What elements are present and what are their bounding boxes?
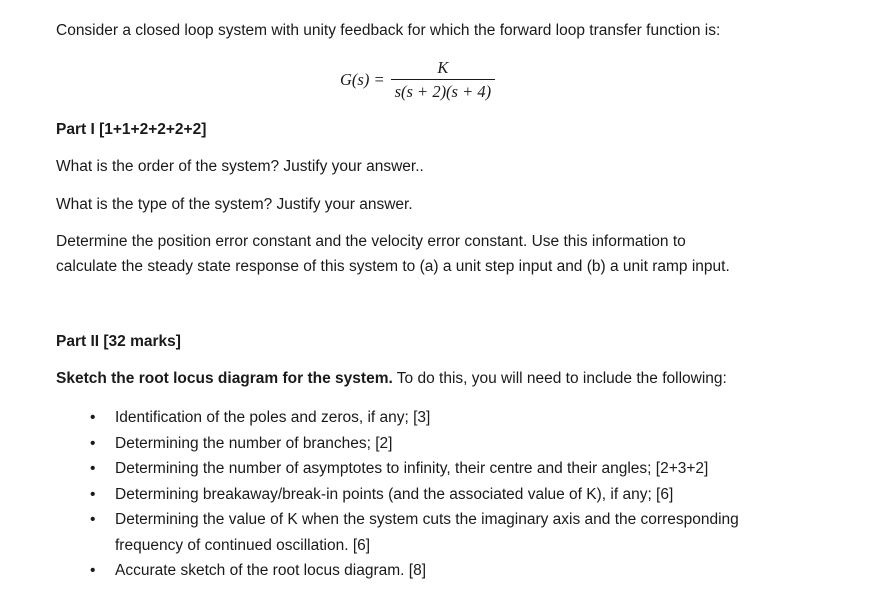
list-item-text: Accurate sketch of the root locus diagram. [8]	[115, 562, 427, 579]
list-item-text: Determining breakaway/break-in points (and the associated value of K), if any; [6]	[115, 485, 674, 503]
question-error-constants-line1: Determine the position error constant and the velocity error constant. Use this information to	[56, 233, 686, 250]
list-item	[90, 482, 739, 508]
question-type: What is the type of the system? Justify your answer.	[56, 196, 413, 213]
list-item	[90, 456, 739, 482]
list-item-text: Determining the number of asymptotes to infinity, their centre and their angles; [2+3+2]	[115, 460, 709, 477]
question-order: What is the order of the system? Justify your answer..	[56, 158, 424, 175]
equation-lhs: G(s) =	[340, 70, 385, 89]
list-item-text: Determining the value of K when the system cuts the imaginary axis and the corresponding	[115, 511, 739, 528]
bullet-icon: •	[90, 409, 96, 426]
list-item-text: Identification of the poles and zeros, if any; [3]	[115, 409, 431, 426]
list-item	[90, 507, 739, 533]
part2-heading: Part II [32 marks]	[56, 333, 181, 350]
list-item	[90, 405, 739, 431]
bullet-icon: •	[90, 434, 96, 452]
sketch-instruction-bold: Sketch the root locus diagram for the system.	[56, 370, 393, 387]
bullet-icon: •	[90, 511, 96, 528]
equation-numerator: K	[437, 58, 449, 77]
sketch-instruction	[56, 370, 727, 388]
list-item-continuation	[90, 533, 739, 559]
list-item-text: Determining the number of branches; [2]	[115, 434, 393, 452]
bullet-icon: •	[90, 460, 96, 477]
intro-text: Consider a closed loop system with unity feedback for which the forward loop transfer function is:	[56, 22, 721, 39]
list-item-text: frequency of continued oscillation. [6]	[115, 536, 371, 554]
part1-heading: Part I [1+1+2+2+2+2]	[56, 121, 207, 138]
transfer-function-equation	[340, 58, 495, 102]
question-error-constants-line2: calculate the steady state response of this system to (a) a unit step input and (b) a unit ramp input.	[56, 258, 730, 275]
list-item	[90, 431, 739, 457]
sketch-instruction-rest: To do this, you will need to include the following:	[392, 370, 727, 387]
bullet-icon: •	[90, 485, 96, 503]
requirements-list	[90, 405, 739, 584]
equation-denominator: s(s + 2)(s + 4)	[394, 82, 492, 101]
equation-fraction	[391, 58, 496, 102]
bullet-icon: •	[90, 562, 96, 579]
list-item	[90, 558, 739, 584]
